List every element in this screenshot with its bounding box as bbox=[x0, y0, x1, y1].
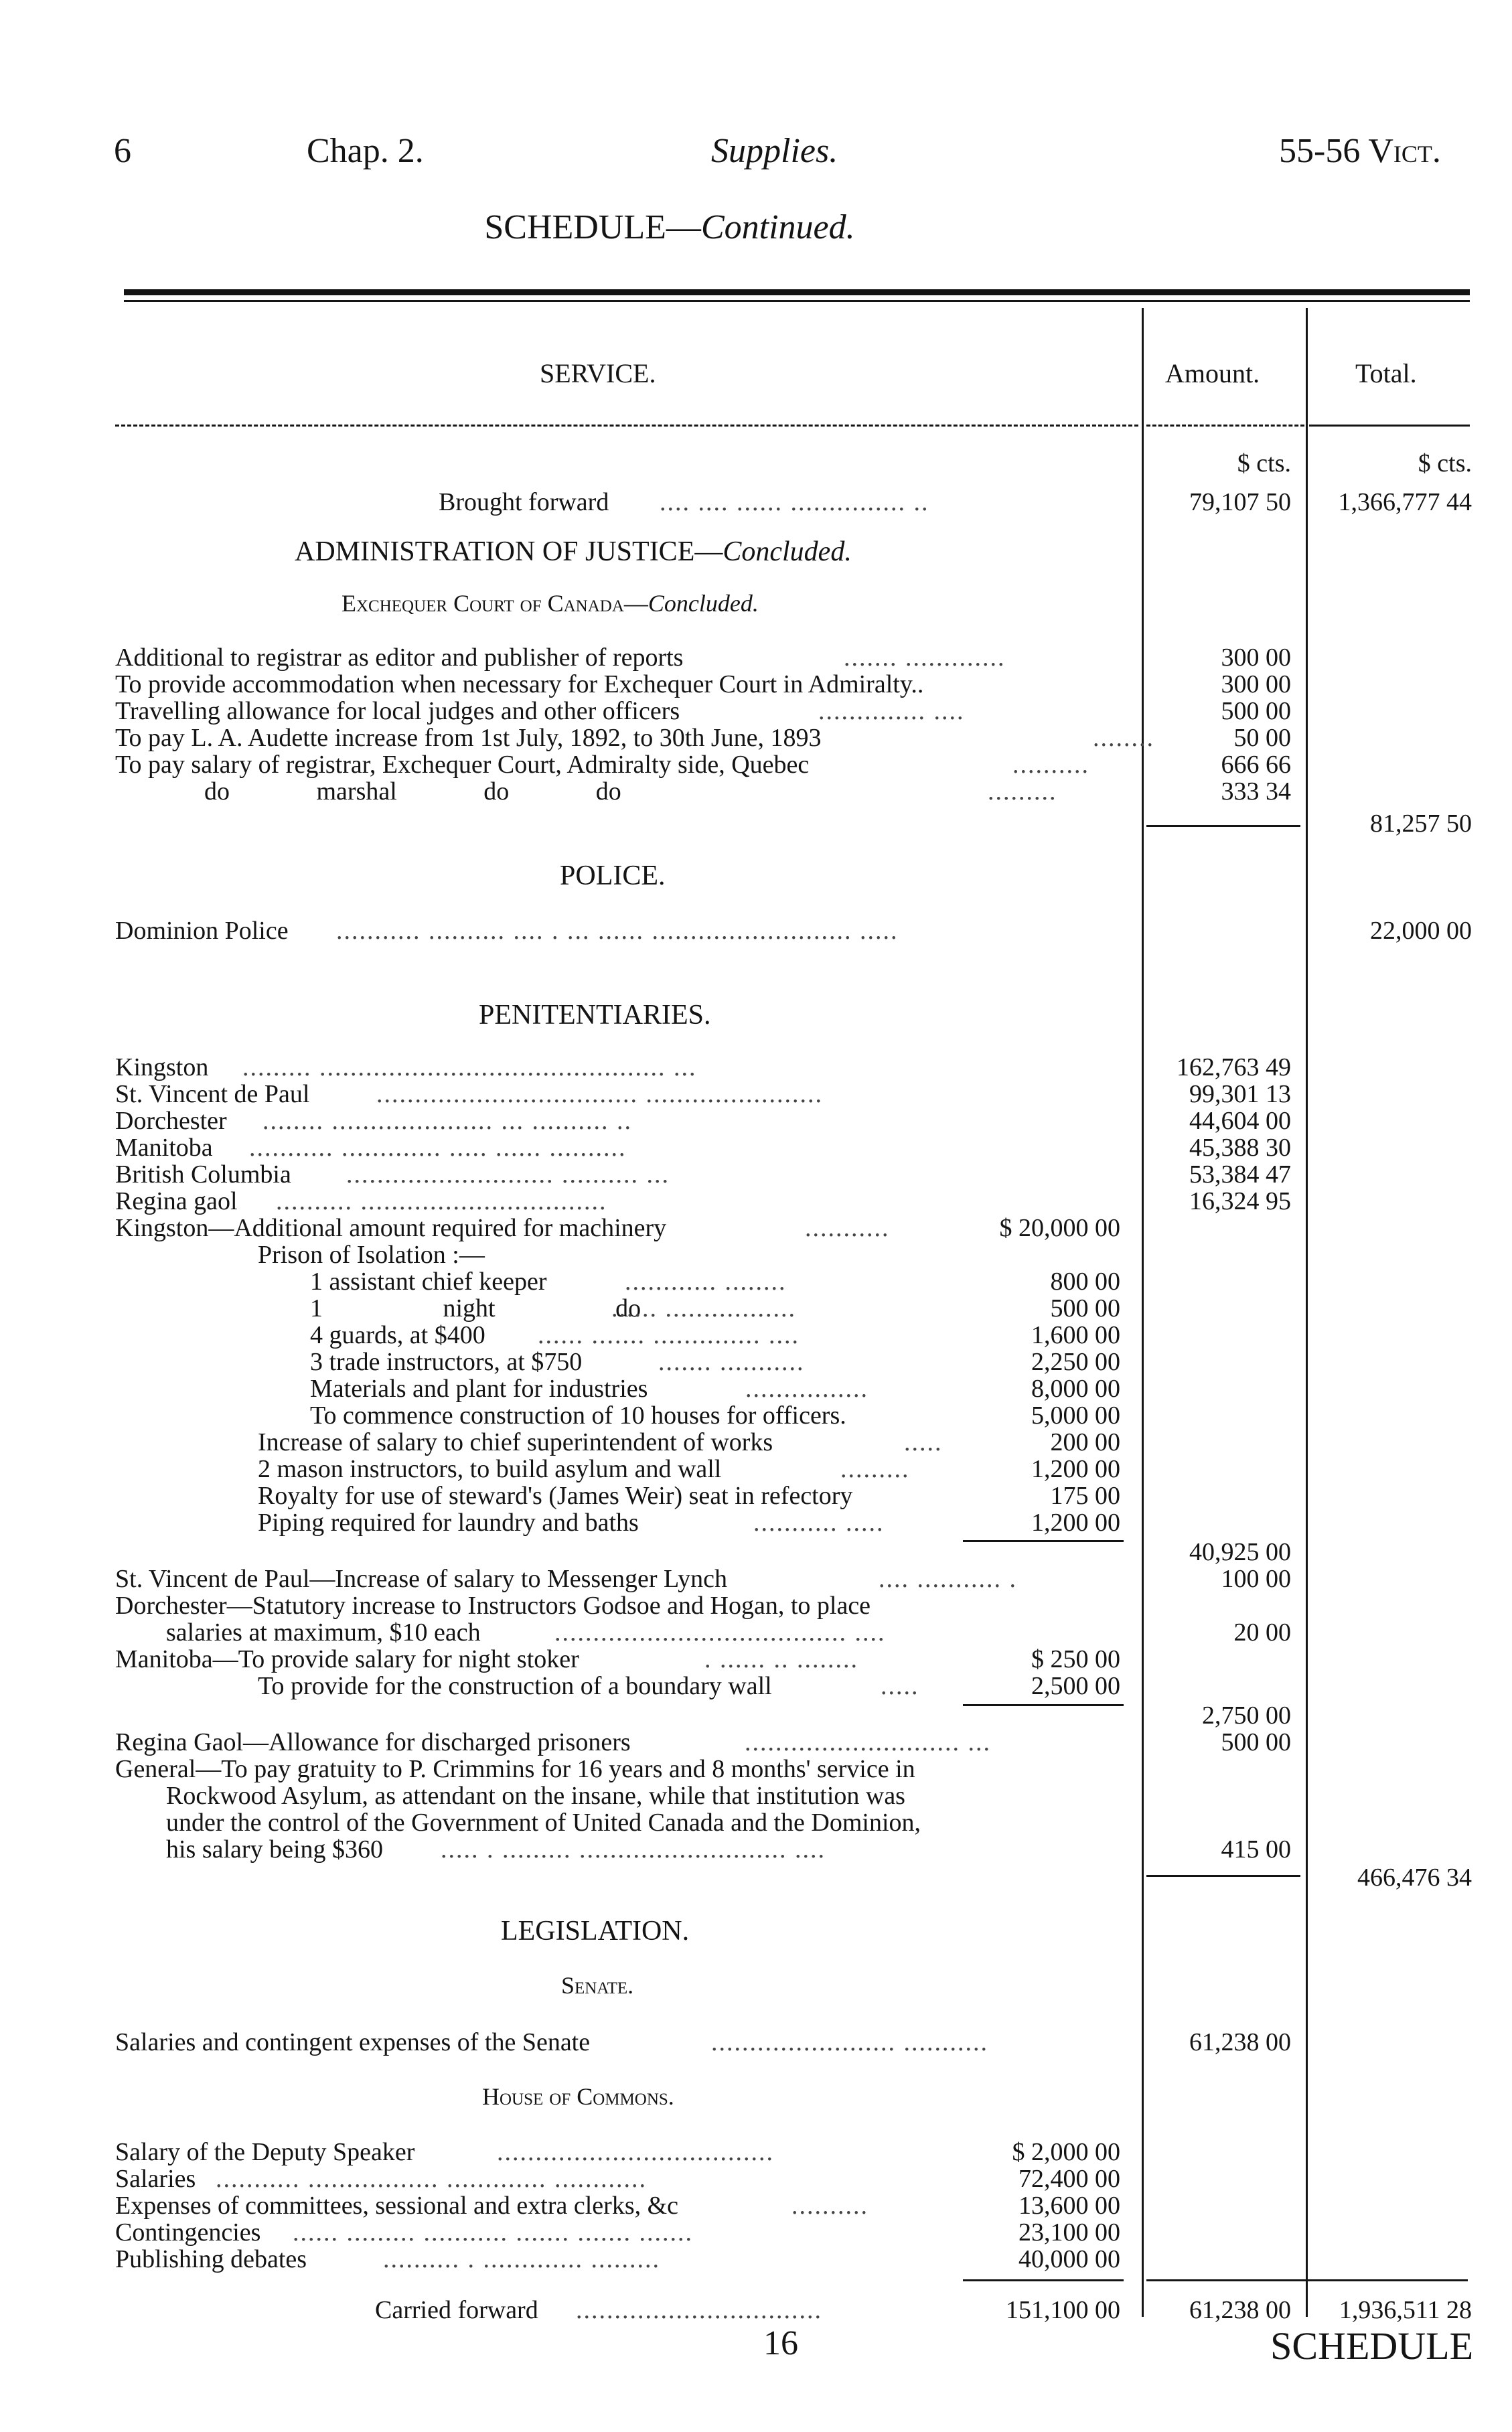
total-column-separator bbox=[1306, 308, 1308, 2317]
signature-mark: 16 bbox=[763, 2324, 798, 2362]
total-units: $ cts. bbox=[1418, 449, 1472, 477]
penitentiary-amount: 45,388 30 bbox=[1189, 1134, 1291, 1162]
regina-amount: 500 00 bbox=[1221, 1728, 1291, 1756]
prison-isolation-label: Prison of Isolation :— bbox=[258, 1241, 485, 1269]
penitentiaries-heading: PENITENTIARIES. bbox=[479, 1000, 711, 1031]
page-number: 6 bbox=[114, 132, 131, 170]
manitoba-amount: 2,750 00 bbox=[1202, 1701, 1291, 1730]
commons-item-sub: 72,400 00 bbox=[1018, 2165, 1120, 2193]
justice-item-amount: 300 00 bbox=[1221, 643, 1291, 672]
penitentiaries-total-rule bbox=[1146, 1875, 1300, 1877]
st-vincent-amount: 100 00 bbox=[1221, 1565, 1291, 1593]
header-divider-total bbox=[1309, 425, 1470, 427]
manitoba-sub1: $ 250 00 bbox=[1031, 1645, 1120, 1673]
chapter-label: Chap. 2. bbox=[307, 132, 424, 170]
isolation-item-sub: 500 00 bbox=[1050, 1294, 1120, 1322]
commons-item-sub: $ 2,000 00 bbox=[1012, 2138, 1120, 2166]
total-column-header: Total. bbox=[1355, 358, 1417, 388]
service-column-header: SERVICE. bbox=[540, 358, 656, 388]
commons-subtotal-rule bbox=[963, 2279, 1124, 2281]
general-row-cont: Rockwood Asylum, as attendant on the insane, while that institution was bbox=[166, 1782, 905, 1810]
amount-column-header: Amount. bbox=[1165, 358, 1260, 388]
justice-item-amount: 300 00 bbox=[1221, 670, 1291, 698]
penitentiaries-total: 466,476 34 bbox=[1357, 1864, 1472, 1892]
commons-subheading: House of Commons. bbox=[482, 2083, 674, 2110]
carried-forward-rule bbox=[1146, 2279, 1468, 2281]
brought-forward-row: Brought forward .... .... ...... ............... .. bbox=[439, 488, 929, 516]
penitentiary-amount: 162,763 49 bbox=[1177, 1053, 1291, 1081]
senate-subheading: Senate. bbox=[561, 1972, 634, 1999]
kingston-subtotal-rule bbox=[963, 1540, 1124, 1542]
penitentiary-amount: 53,384 47 bbox=[1189, 1160, 1291, 1189]
police-heading: POLICE. bbox=[560, 860, 666, 891]
justice-item-amount: 666 66 bbox=[1221, 751, 1291, 779]
header-divider-amount bbox=[1146, 425, 1304, 427]
general-row-cont: under the control of the Government of United Canada and the Dominion, bbox=[166, 1809, 921, 1837]
police-total: 22,000 00 bbox=[1370, 917, 1472, 945]
commons-item-sub: 23,100 00 bbox=[1018, 2218, 1120, 2247]
exchequer-subheading: Exchequer Court of Canada—Concluded. bbox=[342, 590, 759, 617]
header-divider bbox=[115, 425, 1138, 427]
commons-item-sub: 13,600 00 bbox=[1018, 2192, 1120, 2220]
header-rule-thin bbox=[124, 300, 1470, 302]
schedule-title: SCHEDULE—Continued. bbox=[484, 208, 855, 246]
carried-forward-amount: 61,238 00 bbox=[1189, 2296, 1291, 2324]
kingston-additional-sub: $ 20,000 00 bbox=[999, 1214, 1120, 1242]
isolation-item-sub: 1,600 00 bbox=[1031, 1321, 1120, 1349]
manitoba-sub2: 2,500 00 bbox=[1031, 1672, 1120, 1700]
justice-subtotal-rule bbox=[1146, 825, 1300, 827]
amount-column-separator bbox=[1142, 308, 1144, 2317]
penitentiary-other-sub: 1,200 00 bbox=[1031, 1455, 1120, 1483]
isolation-item-sub: 8,000 00 bbox=[1031, 1375, 1120, 1403]
penitentiary-other-sub: 175 00 bbox=[1050, 1482, 1120, 1510]
penitentiary-other-sub: 200 00 bbox=[1050, 1428, 1120, 1456]
catchword: SCHEDULE bbox=[1270, 2324, 1473, 2368]
justice-item-amount: 333 34 bbox=[1221, 777, 1291, 806]
header-rule-thick bbox=[124, 289, 1470, 295]
general-row: General—To pay gratuity to P. Crimmins for 16 years and 8 months' service in bbox=[115, 1755, 915, 1783]
subject-label: Supplies. bbox=[711, 132, 838, 170]
penitentiary-amount: 99,301 13 bbox=[1189, 1080, 1291, 1108]
brought-forward-total: 1,366,777 44 bbox=[1338, 488, 1472, 516]
general-amount: 415 00 bbox=[1221, 1835, 1291, 1864]
manitoba-subtotal-rule bbox=[963, 1704, 1124, 1706]
isolation-item-sub: 5,000 00 bbox=[1031, 1401, 1120, 1430]
isolation-item-sub: 2,250 00 bbox=[1031, 1348, 1120, 1376]
legislation-heading: LEGISLATION. bbox=[501, 1916, 690, 1947]
carried-forward-total: 1,936,511 28 bbox=[1339, 2296, 1472, 2324]
penitentiary-other-sub: 1,200 00 bbox=[1031, 1509, 1120, 1537]
brought-forward-amount: 79,107 50 bbox=[1189, 488, 1291, 516]
justice-total: 81,257 50 bbox=[1370, 810, 1472, 838]
justice-item-amount: 500 00 bbox=[1221, 697, 1291, 725]
senate-amount: 61,238 00 bbox=[1189, 2028, 1291, 2056]
isolation-item-sub: 800 00 bbox=[1050, 1268, 1120, 1296]
dorchester-row: Dorchester—Statutory increase to Instructors Godsoe and Hogan, to place bbox=[115, 1592, 871, 1620]
justice-heading: ADMINISTRATION OF JUSTICE—Concluded. bbox=[295, 536, 852, 567]
penitentiary-amount: 16,324 95 bbox=[1189, 1187, 1291, 1215]
session-label: 55-56 Vict. bbox=[1279, 132, 1441, 170]
dorchester-amount: 20 00 bbox=[1233, 1618, 1291, 1647]
commons-item-sub: 40,000 00 bbox=[1018, 2245, 1120, 2273]
carried-forward-sub: 151,100 00 bbox=[1006, 2296, 1120, 2324]
justice-item-amount: 50 00 bbox=[1233, 724, 1291, 752]
kingston-total: 40,925 00 bbox=[1189, 1538, 1291, 1566]
penitentiary-amount: 44,604 00 bbox=[1189, 1107, 1291, 1135]
amount-units: $ cts. bbox=[1237, 449, 1291, 477]
